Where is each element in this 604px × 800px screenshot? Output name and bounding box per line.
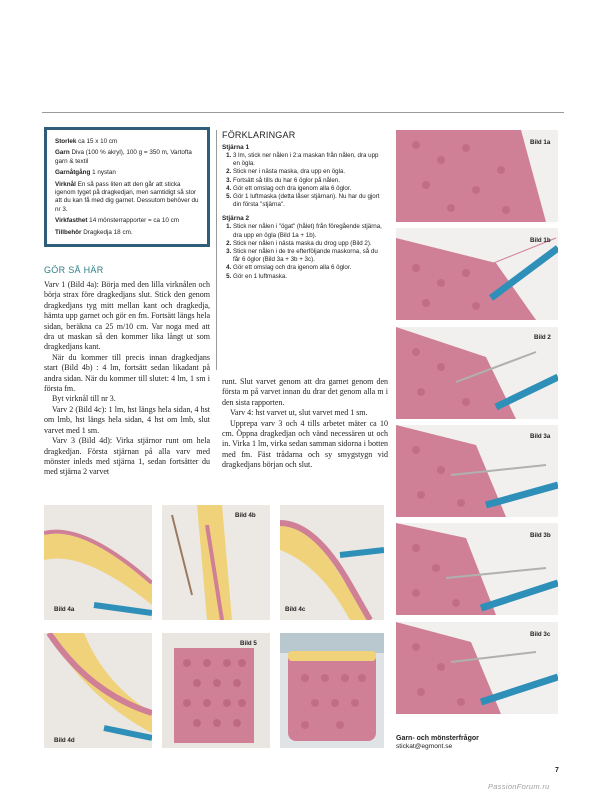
star-1-title: Stjärna 1 <box>222 144 249 151</box>
step: 5. Gör 1 luftmaska (detta låser stjärnan). Nu har du gjort din första "stjärna". <box>233 193 384 209</box>
photo-4d <box>44 633 152 748</box>
watermark: PassionForum.ru <box>488 782 550 791</box>
step: 2. Stick ner nålen i nästa maska du drog upp (Bild 2). <box>233 240 384 248</box>
photo-label: Bild 2 <box>534 334 551 341</box>
photo-label: Bild 3c <box>530 631 551 638</box>
instructions-paragraph: Varv 2 (Bild 4c): 1 lm, hst längs hela sidan, 4 hst om lmb, hst längs hela sidan, 4 hst om lmb, slut varvet med 1 sm. <box>44 404 210 435</box>
photo-label: Bild 3b <box>530 532 551 539</box>
instructions-heading: GÖR SÅ HÄR <box>44 265 104 275</box>
explanations-title: FÖRKLARINGAR <box>222 130 296 140</box>
step: 1. 3 lm, stick ner nålen i 2:a maskan från nålen, dra upp en ögla. <box>233 152 384 168</box>
photo-4a <box>44 505 152 620</box>
step: 3. Stick ner nålen i de tre efterföljande maskorna, så du får 6 öglor (Bild 3a + 3b + 3c). <box>233 248 384 264</box>
materials-box <box>44 127 210 247</box>
contact-block <box>396 735 479 750</box>
step: 4. Gör ett omslag och dra igenom alla 6 öglor. <box>233 264 384 272</box>
explanations-section <box>222 130 384 287</box>
materials-line-gauge: Virkfasthet 14 mönsterrapporter = ca 10 cm <box>55 217 179 225</box>
explanations-divider <box>216 130 217 370</box>
star-2-steps <box>222 223 384 280</box>
instructions-paragraph: Varv 4: hst varvet ut, slut varvet med 1 sm. <box>230 408 368 418</box>
contact-email[interactable]: stickat@egmont.se <box>396 743 453 750</box>
page-number: 7 <box>555 767 559 774</box>
instructions-paragraph: Byt virknål till nr 3. <box>52 394 116 404</box>
instructions-paragraph: Upprepa varv 3 och 4 tills arbetet mäter ca 10 cm. Öppna dragkedjan och vänd necessären ut och in. Virka 1 lm, virka sedan samman sidorna i botten med fm. Fäst trådarna och sy smygstygn vid dragkedjans början och slut. <box>222 418 388 470</box>
step: 5. Gör en 1 luftmaska. <box>233 273 384 281</box>
photo-label: Bild 4c <box>285 606 306 613</box>
photo-label: Bild 1b <box>530 237 551 244</box>
step: 3. Fortsätt så tills du har 6 öglor på nålen. <box>233 177 384 185</box>
top-rule <box>42 112 564 113</box>
instructions-column-2 <box>222 377 388 471</box>
star-2-title: Stjärna 2 <box>222 215 249 223</box>
photo-finished-pouch <box>280 633 384 748</box>
photo-4c <box>280 505 384 620</box>
photo-label: Bild 5 <box>240 640 257 647</box>
materials-line-yarn-amount: Garnåtgång 1 nystan <box>55 169 116 177</box>
step: 4. Gör ett omslag och dra igenom alla 6 öglor. <box>233 185 384 193</box>
photo-label: Bild 1a <box>530 139 551 146</box>
photo-label: Bild 4d <box>54 737 75 744</box>
photo-4b <box>162 505 270 620</box>
photo-label: Bild 3a <box>530 433 551 440</box>
photo-label: Bild 4b <box>235 512 256 519</box>
materials-line-accessories: Tillbehör Dragkedja 18 cm. <box>55 228 133 236</box>
materials-line-hook: Virknål En så pass liten att den går att sticka igenom tyget på dragkedjan, men samtidigt så stor att du kan få med dig garnet. Dessutom behöver du nr 3. <box>55 180 199 213</box>
photo-label: Bild 4a <box>54 606 75 613</box>
step: 1. Stick ner nålen i "ögat" (hålet) från föregående stjärna, dra upp en ögla (Bild 1a + 1b). <box>233 223 384 239</box>
instructions-paragraph: Varv 3 (Bild 4d): Virka stjärnor runt om hela dragkedjan. Första stjärnan på alla varv med mönster inleds med stjärna 1, sedan fortsätter du med stjärna 2 varvet <box>44 436 210 477</box>
materials-line-yarn: Garn Diva (100 % akryl), 100 g = 350 m, Vartofta garn & textil <box>55 149 192 165</box>
materials-line-size: Storlek ca 15 x 10 cm <box>55 138 118 145</box>
instructions-paragraph: runt. Slut varvet genom att dra garnet genom den första m på varvet innan du drar det genom alla m i den sista rapporten. <box>222 377 388 407</box>
step: 2. Stick ner i nästa maska, dra upp en ögla. <box>233 168 384 176</box>
instructions-paragraph: Varv 1 (Bild 4a): Börja med den lilla virknålen och börja strax före dragkedjans slut. Stick den genom dragkedjans tyg mitt mellan kant och dragkedja, hämta upp garnet och gör en fm. Fortsätt längs hela sidan, beräkna ca 25 m/10 cm. Var noga med att dra ut maskan så den kommer lika långt ut som dragkedjans kant. <box>44 280 210 352</box>
contact-title: Garn- och mönsterfrågor <box>396 735 479 742</box>
instructions-column-1 <box>44 280 210 478</box>
instructions-paragraph: När du kommer till precis innan dragkedjans start (Bild 4b) : 4 lm, fortsätt sedan likadant på andra sidan. När du kommer till slutet: 4 lm, 1 sm i första fm. <box>44 352 210 394</box>
star-1-steps <box>222 152 384 209</box>
photo-5 <box>162 633 270 748</box>
